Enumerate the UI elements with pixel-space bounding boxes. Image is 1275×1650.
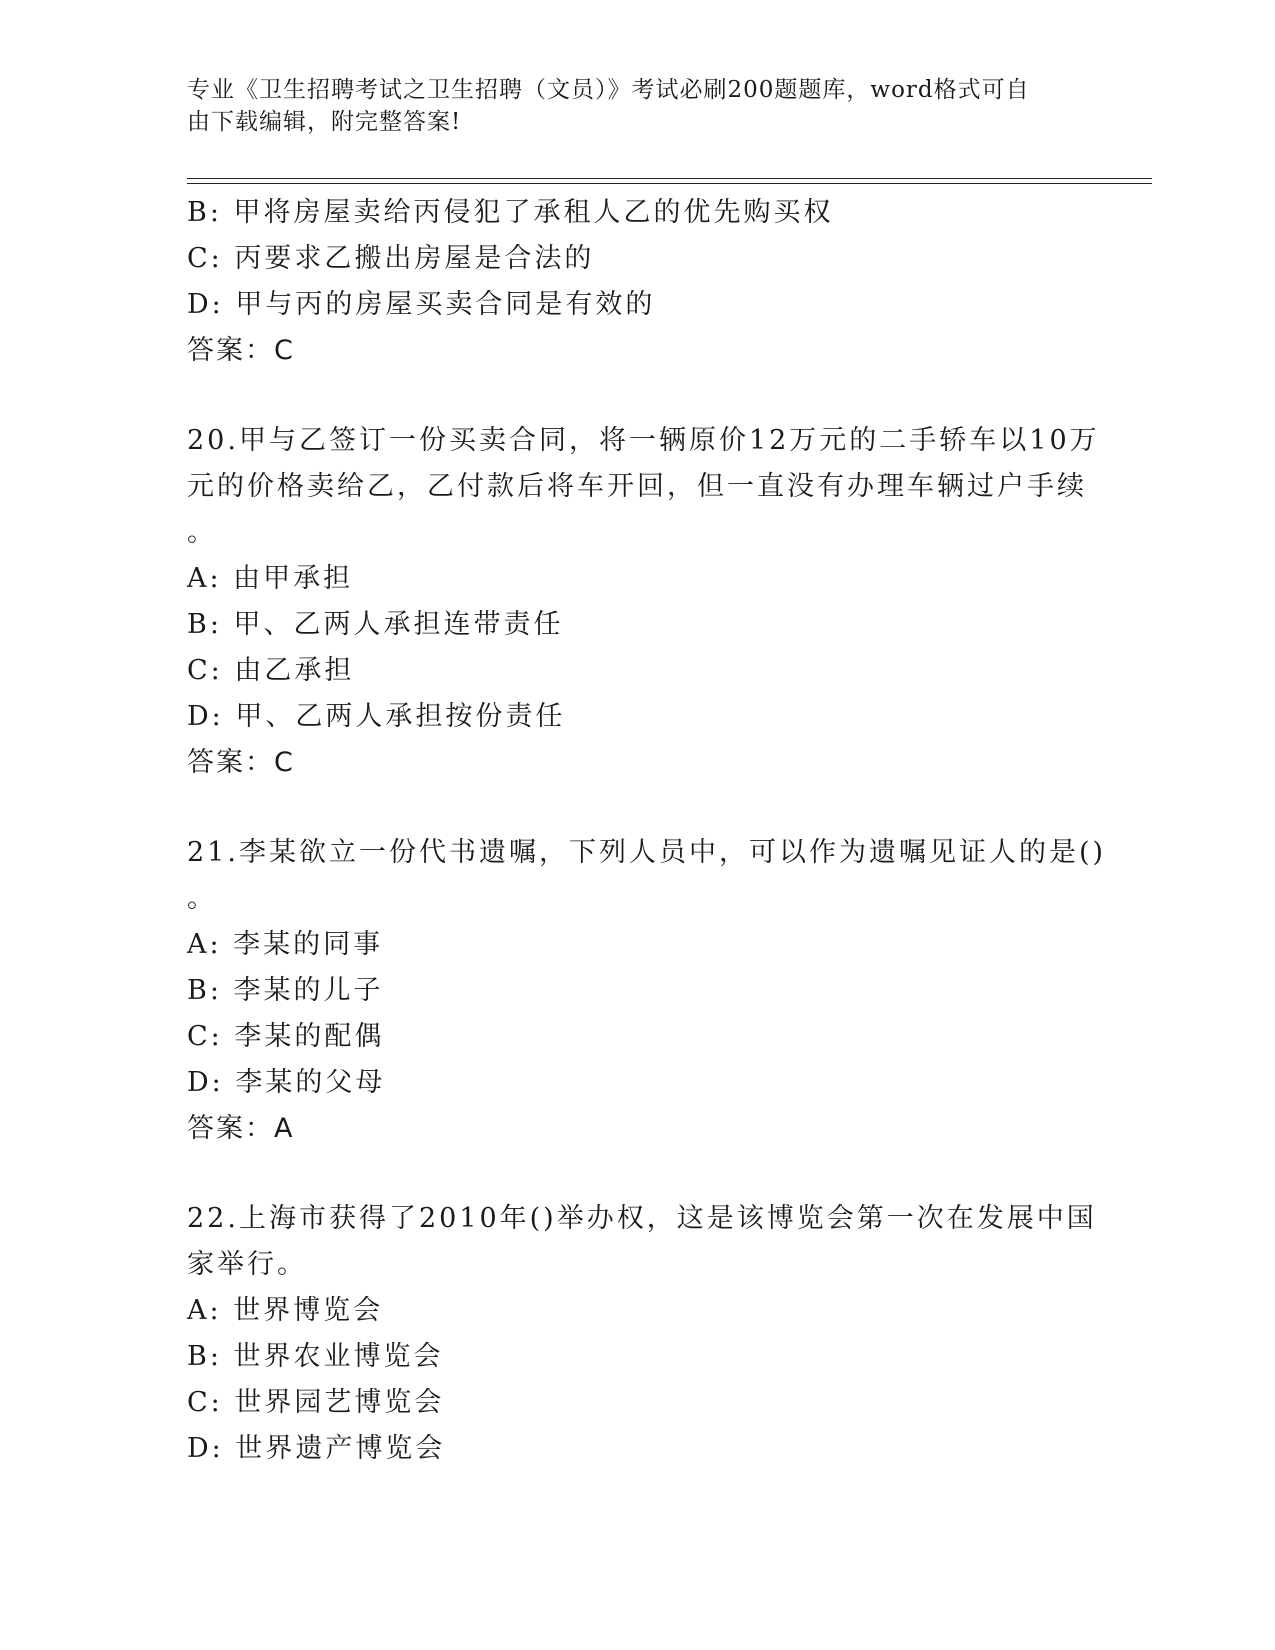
option-d: D: 甲、乙两人承担按份责任 <box>187 701 566 732</box>
question-20 <box>187 418 1100 786</box>
question-stem-line: 21.李某欲立一份代书遗嘱，下列人员中，可以作为遗嘱见证人的是() <box>187 837 1107 868</box>
answer: 答案：A <box>187 1113 295 1144</box>
header-divider-top <box>187 178 1152 179</box>
question-stem-line: 元的价格卖给乙，乙付款后将车开回，但一直没有办理车辆过户手续 <box>187 471 1087 502</box>
question-list <box>187 190 1107 1472</box>
answer: 答案：C <box>187 335 295 366</box>
question-22 <box>187 1196 1097 1472</box>
option-a: A: 世界博览会 <box>187 1295 384 1326</box>
document-header <box>187 74 1067 138</box>
option-b: B: 甲、乙两人承担连带责任 <box>187 609 564 640</box>
header-line-1: 专业《卫生招聘考试之卫生招聘（文员）》考试必刷200题题库，word格式可自 <box>187 77 1030 103</box>
option-b: B: 李某的儿子 <box>187 975 384 1006</box>
answer: 答案：C <box>187 747 295 778</box>
question-stem-line: 。 <box>187 883 214 914</box>
header-line-2: 由下载编辑，附完整答案! <box>187 109 462 135</box>
option-d: D: 世界遗产博览会 <box>187 1433 446 1464</box>
option-a: A: 李某的同事 <box>187 929 384 960</box>
option-b: B: 甲将房屋卖给丙侵犯了承租人乙的优先购买权 <box>187 197 834 228</box>
option-d: D: 甲与丙的房屋买卖合同是有效的 <box>187 289 656 320</box>
question-stem-line: 20.甲与乙签订一份买卖合同，将一辆原价12万元的二手轿车以10万 <box>187 425 1100 456</box>
option-c: C: 李某的配偶 <box>187 1021 385 1052</box>
question-stem-line: 22.上海市获得了2010年()举办权，这是该博览会第一次在发展中国 <box>187 1203 1097 1234</box>
question-19-tail <box>187 190 1087 374</box>
question-stem-line: 。 <box>187 517 214 548</box>
option-c: C: 丙要求乙搬出房屋是合法的 <box>187 243 595 274</box>
header-divider-bottom <box>187 183 1152 184</box>
option-d: D: 李某的父母 <box>187 1067 386 1098</box>
option-a: A: 由甲承担 <box>187 563 354 594</box>
option-c: C: 由乙承担 <box>187 655 355 686</box>
question-stem-line: 家举行。 <box>187 1249 307 1280</box>
option-c: C: 世界园艺博览会 <box>187 1387 445 1418</box>
option-b: B: 世界农业博览会 <box>187 1341 444 1372</box>
question-21 <box>187 830 1107 1152</box>
